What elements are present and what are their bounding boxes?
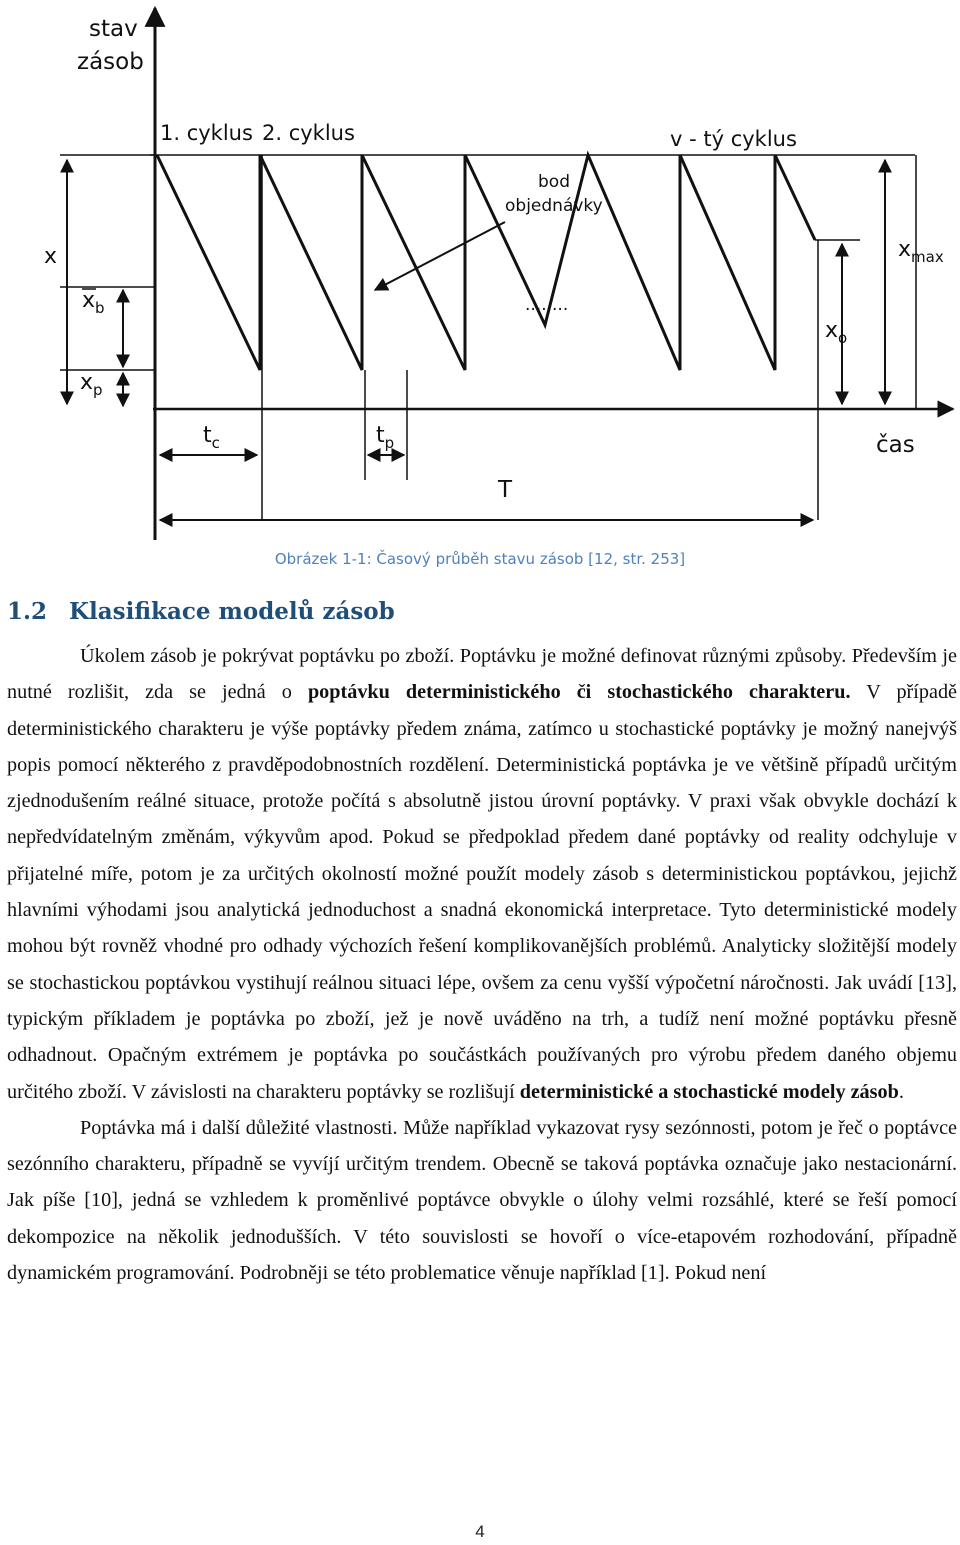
- inventory-level-line: [157, 155, 815, 370]
- tc-label: $t_c$: [203, 423, 220, 452]
- xo-label: $x_o$: [825, 318, 848, 347]
- body-text: [7, 638, 957, 1291]
- cycle1-label: 1. cyklus: [160, 121, 253, 145]
- paragraph-2: Poptávka má i další důležité vlastnosti. Může například vykazovat rysy sezónnosti, potom je řeč o poptávce sezónního charakteru, případně se vyvíjí určitým trendem. Obecně se taková poptávka označuje jako nestacionární. Jak píše [10], jedná se vzhledem k proměnlivé poptávce obvykle o úlohy velmi rozsáhlé, které se řeší pomocí dekompozice na několik jednodušších. V této souvislosti se hovoří o více-etapovém rozhodování, případně dynamickém programování. Podrobněji se této problematice věnuje například [1]. Pokud není: [7, 1116, 957, 1285]
- x-label: x: [44, 244, 58, 269]
- x-axis-label: čas: [876, 432, 915, 458]
- xp-label: $x_p$: [80, 370, 103, 399]
- paragraph-1-text-a: Úkolem zásob je pokrývat poptávku po zboží. Poptávku je možné definovat různými způsoby. Především je nutné rozlišit, zda se jedná o: [7, 645, 957, 704]
- order-point-label-line2: objednávky: [505, 196, 603, 216]
- section-heading: [7, 598, 395, 625]
- figure-caption: Obrázek 1-1: Časový průběh stavu zásob [12, str. 253]: [274, 550, 686, 568]
- y-axis-label-line1: stav: [89, 16, 138, 42]
- order-point-arrow: [375, 222, 505, 290]
- section-number: 1.2: [7, 598, 48, 625]
- tp-label: $t_p$: [376, 423, 395, 452]
- y-axis-label-line2: zásob: [77, 49, 144, 75]
- order-point-label-line1: bod: [538, 172, 570, 192]
- T-label: T: [498, 477, 513, 503]
- inventory-cycle-diagram: [0, 0, 960, 545]
- cycle2-label: 2. cyklus: [262, 121, 355, 145]
- paragraph-1-text-b: V případě deterministického charakteru je výše poptávky předem známa, zatímco u stochastické poptávky je možný nanejvýš popis pomocí některého z pravděpodobnostních rozdělení. Deterministická poptávka je ve většině případů určitým zjednodušením reálné situace, protože počítá s absolutně jistou úrovní poptávky. V praxi však obvykle dochází k nepředvídatelným změnám, výkyvům apod. Pokud se předpoklad předem dané poptávky od reality odchyluje v přijatelné míře, potom je za určitých okolností možné použít modely zásob s deterministickou poptávkou, jejichž hlavními výhodami jsou analytická jednoduchost a snadná ekonomická interpretace. Tyto deterministické modely mohou být rovněž vhodné pro odhady výchozích řešení komplikovanějších problémů. Analyticky složitější modely se stochastickou poptávkou vystihují reálnou situaci lépe, ovšem za cenu vyšší výpočetní náročnosti. Jak uvádí [13], typickým příkladem je poptávka po zboží, jež je nově uváděno na trh, a tudíž není možné poptávku přesně odhadnout. Opačným extrémem je poptávka po součástkách používaných pro výrobu předem daného objemu určitého zboží. V závislosti na charakteru poptávky se rozlišují: [7, 681, 957, 1103]
- paragraph-1-text-c: .: [898, 1080, 904, 1103]
- paragraph-1: [7, 638, 957, 1110]
- section-title: Klasifikace modelů zásob: [69, 598, 395, 625]
- paragraph-1-bold-a: poptávku deterministického či stochastického charakteru.: [307, 681, 851, 704]
- cycle-v-label: v - tý cyklus: [670, 127, 797, 151]
- xb-label: $x_b$: [82, 288, 105, 317]
- paragraph-1-bold-b: deterministické a stochastické modely zásob: [519, 1080, 899, 1103]
- page-number: 4: [475, 1522, 485, 1541]
- xmax-label: $x_{max}$: [898, 237, 944, 266]
- continuation-dots: ........: [525, 295, 569, 315]
